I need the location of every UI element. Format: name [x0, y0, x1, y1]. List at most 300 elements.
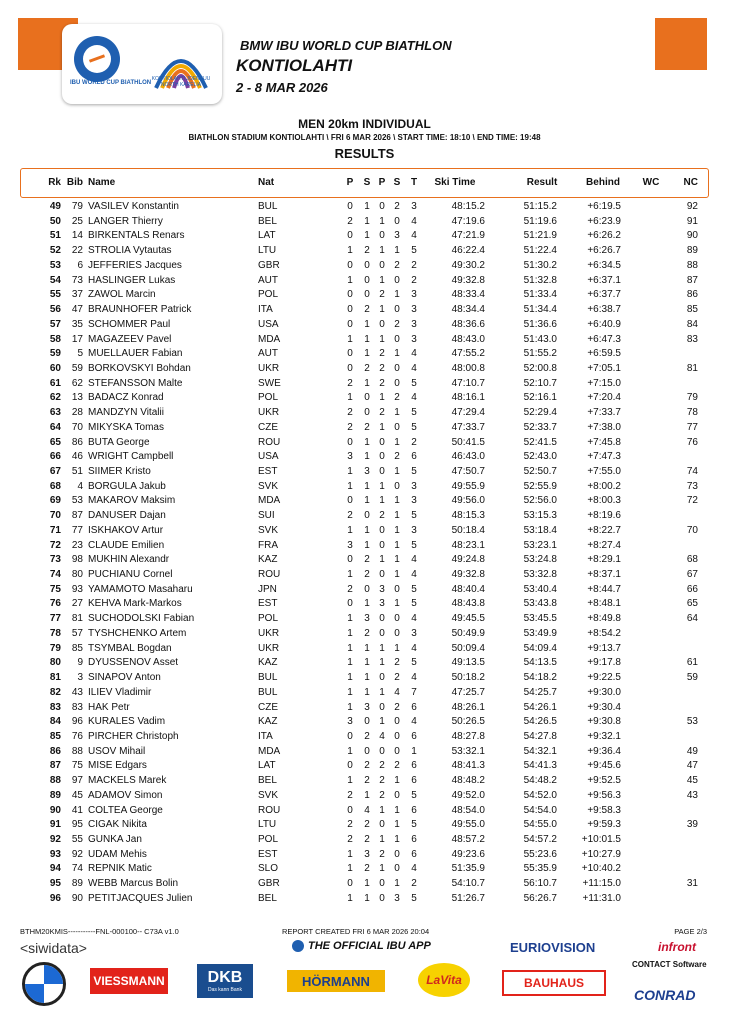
cell-stand-1: 2	[364, 760, 370, 772]
cell-total-misses: 4	[411, 215, 417, 227]
cell-nat: LAT	[258, 760, 276, 772]
cell-ski-time: 53:32.1	[451, 745, 485, 757]
cell-total-misses: 5	[411, 245, 417, 257]
cell-prone-2: 0	[379, 701, 385, 713]
cell-rank: 93	[49, 848, 61, 860]
cell-nc-points: 61	[686, 657, 698, 669]
cell-nc-points: 65	[686, 598, 698, 610]
cell-rank: 75	[49, 583, 61, 595]
cell-ski-time: 48:16.1	[451, 392, 485, 404]
cell-bib: 46	[71, 451, 83, 463]
cell-prone-2: 0	[379, 524, 385, 536]
cell-name: WRIGHT Campbell	[88, 451, 174, 463]
cell-result: 54:25.7	[523, 686, 557, 698]
cell-nat: SVK	[258, 789, 279, 801]
cell-result: 56:26.7	[523, 892, 557, 904]
cell-behind: +7:15.0	[587, 377, 621, 389]
cell-stand-2: 2	[394, 259, 400, 271]
cell-total-misses: 4	[411, 642, 417, 654]
cell-behind: +11:15.0	[582, 878, 621, 890]
cell-result: 56:10.7	[523, 878, 557, 890]
cell-name: DANUSER Dajan	[88, 510, 166, 522]
cell-result: 53:49.9	[523, 627, 557, 639]
cell-bib: 17	[71, 333, 83, 345]
cell-stand-2: 1	[394, 466, 400, 477]
cell-stand-1: 3	[364, 613, 370, 625]
cell-nc-points: 92	[686, 201, 698, 212]
cell-total-misses: 5	[411, 583, 417, 595]
cell-total-misses: 3	[411, 524, 417, 536]
cell-result: 51:19.6	[523, 215, 557, 227]
cell-stand-1: 0	[364, 745, 370, 757]
dkb-logo	[197, 964, 253, 998]
cell-name: TYSHCHENKO Artem	[88, 627, 187, 639]
cell-bib: 77	[71, 524, 83, 536]
cell-total-misses: 3	[411, 480, 417, 492]
cell-stand-1: 0	[364, 510, 370, 522]
cell-ski-time: 49:24.8	[451, 554, 485, 566]
cell-result: 53:18.4	[523, 524, 557, 536]
cell-nat: UKR	[258, 362, 280, 374]
cell-bib: 87	[71, 510, 83, 522]
cell-bib: 43	[71, 686, 83, 698]
footer-report-time: REPORT CREATED FRI 6 MAR 2026 20:04	[282, 927, 430, 936]
cell-stand-1: 1	[364, 672, 370, 683]
cell-prone-1: 2	[347, 421, 353, 433]
cell-bib: 28	[71, 407, 83, 419]
cell-stand-1: 1	[364, 878, 370, 890]
cell-nat: UKR	[258, 627, 280, 639]
cell-ski-time: 49:56.0	[451, 495, 485, 507]
cell-ski-time: 46:22.4	[451, 245, 485, 257]
cell-stand-2: 0	[394, 333, 400, 345]
cell-prone-1: 1	[347, 524, 353, 536]
cell-bib: 73	[71, 274, 83, 286]
cell-stand-1: 2	[364, 863, 370, 875]
cell-result: 53:43.8	[523, 598, 557, 610]
cell-prone-1: 0	[347, 730, 353, 742]
cell-result: 54:32.1	[523, 745, 557, 757]
cell-stand-1: 4	[364, 804, 370, 816]
cell-name: CLAUDE Emilien	[88, 539, 165, 551]
cell-behind: +9:13.7	[587, 642, 621, 654]
cell-prone-1: 3	[347, 451, 353, 463]
cell-nat: EST	[258, 848, 278, 860]
cell-ski-time: 49:13.5	[451, 657, 485, 669]
cell-behind: +9:58.3	[587, 804, 621, 816]
cell-bib: 5	[77, 348, 83, 360]
cell-stand-2: 1	[394, 878, 400, 890]
cell-bib: 79	[71, 201, 83, 212]
cell-bib: 83	[71, 701, 83, 713]
cell-rank: 87	[49, 760, 61, 772]
cell-stand-2: 1	[394, 289, 400, 301]
cell-prone-1: 2	[347, 377, 353, 389]
cell-rank: 57	[49, 318, 61, 330]
cell-result: 54:52.0	[523, 789, 557, 801]
cell-ski-time: 49:32.8	[451, 569, 485, 580]
siwidata-logo: <siwidata>	[20, 940, 87, 956]
cell-rank: 59	[49, 348, 61, 360]
cell-nc-points: 31	[686, 878, 698, 890]
cell-nat: LTU	[258, 245, 277, 257]
cell-stand-2: 1	[394, 569, 400, 580]
cell-total-misses: 3	[411, 627, 417, 639]
cell-rank: 63	[49, 407, 61, 419]
cell-stand-1: 2	[364, 421, 370, 433]
cell-stand-1: 2	[364, 569, 370, 580]
cell-name: BRAUNHOFER Patrick	[88, 304, 192, 315]
cell-prone-1: 1	[347, 672, 353, 683]
cell-name: SINAPOV Anton	[88, 672, 161, 683]
cell-name: ILIEV Vladimir	[88, 686, 152, 698]
cell-stand-2: 1	[394, 834, 400, 845]
cell-behind: +7:20.4	[587, 392, 621, 404]
cell-prone-1: 2	[347, 789, 353, 801]
cell-bib: 88	[71, 745, 83, 757]
cell-nat: KAZ	[258, 716, 278, 728]
cell-ski-time: 50:09.4	[451, 642, 485, 654]
cell-total-misses: 6	[411, 804, 417, 816]
cell-ski-time: 47:10.7	[451, 377, 485, 389]
eurovision-logo: EURIOVISION	[510, 940, 596, 955]
cell-name: MAGAZEEV Pavel	[88, 333, 172, 345]
cell-prone-2: 0	[379, 569, 385, 580]
cell-result: 51:36.6	[523, 318, 557, 330]
cell-total-misses: 3	[411, 304, 417, 315]
cell-nat: USA	[258, 318, 279, 330]
cell-name: MANDZYN Vitalii	[88, 407, 164, 419]
cell-total-misses: 2	[411, 259, 417, 271]
cell-ski-time: 48:40.4	[451, 583, 485, 595]
cell-name: SIIMER Kristo	[88, 466, 151, 477]
cell-bib: 4	[77, 480, 83, 492]
cell-behind: +9:30.8	[587, 716, 621, 728]
cell-stand-1: 2	[364, 834, 370, 845]
cell-prone-2: 0	[379, 539, 385, 551]
cell-behind: +6:19.5	[587, 201, 621, 212]
cell-behind: +7:55.0	[587, 466, 621, 477]
cell-name: STROLIA Vytautas	[88, 245, 172, 257]
cell-behind: +8:19.6	[587, 510, 621, 522]
cell-name: SCHOMMER Paul	[88, 318, 171, 330]
ibu-logo-icon	[74, 36, 120, 82]
column-header-total-misses: T	[410, 177, 418, 188]
cell-nc-points: 66	[686, 583, 698, 595]
cell-nat: USA	[258, 451, 279, 463]
cell-stand-2: 0	[394, 421, 400, 433]
cell-nat: AUT	[258, 348, 278, 360]
cell-stand-2: 1	[394, 804, 400, 816]
cell-stand-1: 1	[364, 892, 370, 904]
cell-bib: 90	[71, 892, 83, 904]
cell-total-misses: 5	[411, 377, 417, 389]
cell-ski-time: 47:19.6	[451, 215, 485, 227]
cell-name: KEHVA Mark-Markos	[88, 598, 182, 610]
bmw-logo	[22, 962, 66, 1006]
cell-result: 51:15.2	[523, 201, 557, 212]
cell-behind: +9:45.6	[587, 760, 621, 772]
cell-nc-points: 76	[686, 436, 698, 448]
cell-bib: 98	[71, 554, 83, 566]
cell-rank: 89	[49, 789, 61, 801]
cell-bib: 47	[71, 304, 83, 315]
cell-behind: +9:36.4	[587, 745, 621, 757]
cell-ski-time: 47:21.9	[451, 230, 485, 242]
cell-result: 54:09.4	[523, 642, 557, 654]
cell-prone-1: 2	[347, 834, 353, 845]
cell-result: 51:43.0	[523, 333, 557, 345]
cell-ski-time: 50:18.2	[451, 672, 485, 683]
cell-nat: EST	[258, 466, 278, 477]
cell-stand-1: 2	[364, 362, 370, 374]
cell-total-misses: 5	[411, 598, 417, 610]
cell-stand-1: 1	[364, 451, 370, 463]
cell-ski-time: 49:55.9	[451, 480, 485, 492]
column-header-nc-points: NC	[683, 177, 698, 188]
cell-bib: 53	[71, 495, 83, 507]
cell-ski-time: 48:23.1	[451, 539, 485, 551]
cell-stand-1: 0	[364, 289, 370, 301]
cell-behind: +8:44.7	[587, 583, 621, 595]
cell-result: 53:45.5	[523, 613, 557, 625]
cell-nc-points: 72	[686, 495, 698, 507]
cell-stand-1: 0	[364, 392, 370, 404]
cell-prone-1: 1	[347, 686, 353, 698]
cell-prone-1: 0	[347, 201, 353, 212]
cell-prone-1: 0	[347, 289, 353, 301]
dkb-logo-text: DKB	[207, 969, 243, 986]
cell-total-misses: 4	[411, 863, 417, 875]
cell-name: PUCHIANU Cornel	[88, 569, 173, 580]
cell-result: 53:24.8	[523, 554, 557, 566]
cell-prone-1: 0	[347, 362, 353, 374]
cell-behind: +9:52.5	[587, 775, 621, 787]
cell-stand-2: 1	[394, 495, 400, 507]
column-header-name: Name	[88, 177, 116, 188]
cell-ski-time: 48:34.4	[451, 304, 485, 315]
cell-prone-2: 1	[379, 215, 385, 227]
cell-ski-time: 48:54.0	[451, 804, 485, 816]
cell-stand-2: 2	[394, 672, 400, 683]
cell-nc-points: 85	[686, 304, 698, 315]
cell-bib: 27	[71, 598, 83, 610]
cell-name: MACKELS Marek	[88, 775, 167, 787]
cell-nat: BEL	[258, 215, 277, 227]
cell-behind: +11:31.0	[582, 892, 621, 904]
cell-behind: +8:29.1	[587, 554, 621, 566]
cell-prone-1: 0	[347, 318, 353, 330]
cell-stand-1: 2	[364, 775, 370, 787]
cell-rank: 68	[49, 480, 61, 492]
cell-name: KURALES Vadim	[88, 716, 166, 728]
cell-prone-1: 1	[347, 848, 353, 860]
cell-stand-2: 1	[394, 554, 400, 566]
column-header-stand-1: S	[363, 177, 371, 188]
cell-ski-time: 50:41.5	[451, 436, 485, 448]
race-info: BIATHLON STADIUM KONTIOLAHTI \ FRI 6 MAR 2026 \ START TIME: 18:10 \ END TIME: 19:48	[188, 133, 541, 142]
cell-behind: +9:17.8	[587, 657, 621, 669]
cell-stand-1: 1	[364, 230, 370, 242]
cell-rank: 96	[49, 892, 61, 904]
cell-stand-1: 3	[364, 848, 370, 860]
cell-rank: 77	[49, 613, 61, 625]
cell-stand-1: 2	[364, 730, 370, 742]
cell-stand-1: 2	[364, 819, 370, 831]
cell-stand-2: 0	[394, 215, 400, 227]
cell-behind: +9:32.1	[587, 730, 621, 742]
cell-prone-2: 0	[379, 436, 385, 448]
cell-nat: GBR	[258, 878, 280, 890]
cell-prone-1: 0	[347, 230, 353, 242]
cell-total-misses: 4	[411, 362, 417, 374]
cell-ski-time: 48:57.2	[451, 834, 485, 845]
cell-behind: +6:59.5	[587, 348, 621, 360]
cell-stand-1: 2	[364, 245, 370, 257]
cell-behind: +8:00.2	[587, 480, 621, 492]
cell-behind: +8:37.1	[587, 569, 621, 580]
cell-stand-2: 0	[394, 863, 400, 875]
cell-prone-2: 1	[379, 804, 385, 816]
cell-ski-time: 49:52.0	[451, 789, 485, 801]
cell-name: COLTEA George	[88, 804, 163, 816]
cell-nc-points: 47	[686, 760, 698, 772]
cell-prone-1: 0	[347, 760, 353, 772]
cell-result: 54:57.2	[523, 834, 557, 845]
cell-rank: 69	[49, 495, 61, 507]
cell-ski-time: 49:32.8	[451, 274, 485, 286]
cell-stand-2: 0	[394, 745, 400, 757]
cell-ski-time: 50:26.5	[451, 716, 485, 728]
column-header-stand-2: S	[393, 177, 401, 188]
cell-ski-time: 48:36.6	[451, 318, 485, 330]
cell-behind: +8:00.3	[587, 495, 621, 507]
cell-bib: 81	[71, 613, 83, 625]
cell-stand-2: 0	[394, 716, 400, 728]
cell-bib: 41	[71, 804, 83, 816]
cell-result: 53:23.1	[523, 539, 557, 551]
cell-nc-points: 91	[686, 215, 698, 227]
cell-stand-1: 1	[364, 524, 370, 536]
cell-prone-2: 0	[379, 230, 385, 242]
infront-logo: infront	[658, 940, 696, 954]
event-venue: KONTIOLAHTI	[236, 56, 353, 75]
cell-total-misses: 5	[411, 510, 417, 522]
cell-stand-1: 2	[364, 304, 370, 315]
cell-total-misses: 4	[411, 554, 417, 566]
cell-nat: POL	[258, 834, 279, 845]
cell-bib: 3	[77, 672, 83, 683]
cell-nat: POL	[258, 289, 279, 301]
cell-result: 52:00.8	[523, 362, 557, 374]
cell-total-misses: 3	[411, 289, 417, 301]
dkb-logo-subtext: Das kann Bank	[208, 987, 242, 993]
cell-total-misses: 6	[411, 701, 417, 713]
cell-total-misses: 3	[411, 318, 417, 330]
cell-rank: 65	[49, 436, 61, 448]
cell-stand-1: 3	[364, 701, 370, 713]
cell-ski-time: 49:23.6	[451, 848, 485, 860]
cell-stand-2: 0	[394, 789, 400, 801]
cell-ski-time: 48:26.1	[451, 701, 485, 713]
cell-stand-2: 2	[394, 392, 400, 404]
cell-total-misses: 2	[411, 878, 417, 890]
cell-rank: 76	[49, 598, 61, 610]
ibu-app-icon	[292, 940, 304, 952]
cell-prone-1: 1	[347, 569, 353, 580]
cell-prone-1: 0	[347, 495, 353, 507]
cell-prone-1: 0	[347, 259, 353, 271]
lavita-logo: LaVita	[418, 963, 470, 997]
cell-behind: +7:47.3	[587, 451, 621, 463]
cell-stand-1: 1	[364, 657, 370, 669]
cell-rank: 92	[49, 834, 61, 845]
cell-bib: 93	[71, 583, 83, 595]
cell-prone-2: 3	[379, 583, 385, 595]
cell-prone-2: 1	[379, 834, 385, 845]
cell-stand-2: 0	[394, 362, 400, 374]
cell-stand-2: 2	[394, 657, 400, 669]
cell-behind: +10:40.2	[581, 863, 621, 875]
cell-prone-2: 2	[379, 848, 385, 860]
cell-behind: +10:27.9	[581, 848, 621, 860]
cell-rank: 73	[49, 554, 61, 566]
cell-nat: UKR	[258, 642, 280, 654]
cell-total-misses: 3	[411, 201, 417, 212]
cell-name: WEBB Marcus Bolin	[88, 878, 179, 890]
cell-nc-points: 81	[686, 362, 698, 374]
cell-total-misses: 5	[411, 819, 417, 831]
cell-behind: +6:26.7	[587, 245, 621, 257]
column-header-behind: Behind	[586, 177, 620, 188]
cell-rank: 72	[49, 539, 61, 551]
cell-nat: LAT	[258, 230, 276, 242]
cell-ski-time: 50:49.9	[451, 627, 485, 639]
cell-nat: ROU	[258, 569, 281, 580]
cell-behind: +8:48.1	[587, 598, 621, 610]
cell-nc-points: 79	[686, 392, 698, 404]
cell-nc-points: 70	[686, 524, 698, 536]
column-header-nat: Nat	[258, 177, 275, 188]
cell-rank: 60	[49, 362, 61, 374]
cell-nc-points: 89	[686, 245, 698, 257]
cell-prone-1: 0	[347, 304, 353, 315]
cell-prone-1: 1	[347, 613, 353, 625]
cell-nat: POL	[258, 392, 279, 404]
cell-result: 52:41.5	[523, 436, 557, 448]
cell-result: 51:21.9	[523, 230, 557, 242]
cell-stand-2: 0	[394, 274, 400, 286]
cell-bib: 51	[71, 466, 83, 477]
cell-nat: UKR	[258, 407, 280, 419]
cell-prone-1: 1	[347, 392, 353, 404]
cell-bib: 92	[71, 848, 83, 860]
cell-behind: +9:22.5	[587, 672, 621, 683]
cell-prone-2: 1	[379, 657, 385, 669]
cell-nc-points: 78	[686, 407, 698, 419]
cell-ski-time: 47:33.7	[451, 421, 485, 433]
cell-prone-2: 0	[379, 878, 385, 890]
cell-stand-2: 0	[394, 304, 400, 315]
cell-result: 55:35.9	[523, 863, 557, 875]
cell-name: UDAM Mehis	[88, 848, 147, 860]
cell-nat: ITA	[258, 304, 273, 315]
cell-nc-points: 84	[686, 318, 698, 330]
cell-nat: BEL	[258, 775, 277, 787]
cell-name: MUELLAUER Fabian	[88, 348, 183, 360]
cell-name: SUCHODOLSKI Fabian	[88, 613, 195, 625]
cell-stand-2: 2	[394, 201, 400, 212]
